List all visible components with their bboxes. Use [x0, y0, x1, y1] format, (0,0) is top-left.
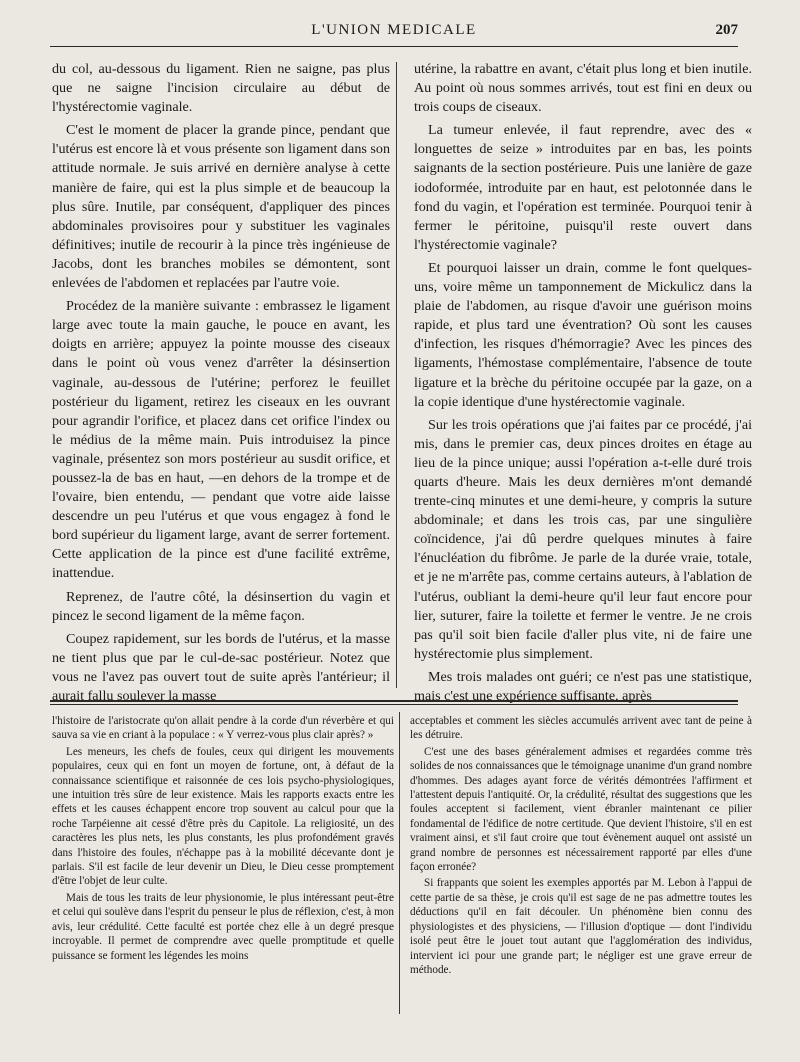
paragraph: Reprenez, de l'autre côté, la désinsertion du vagin et pincez le second ligament de la même façon. — [52, 588, 390, 624]
main-column-right — [414, 60, 752, 704]
header-rule — [50, 46, 738, 47]
page-header — [50, 20, 738, 42]
paragraph: Sur les trois opérations que j'ai faites par ce procédé, j'ai mis, dans le premier cas, deux pinces droites en étage au lieu de la pince unique; aussi l'opération a-t-elle duré trois quarts d'heure. Mais les deux dernières m'ont demandé trente-cinq minutes et une demi-heure, y compris la suture abdominale; et dans les trois cas, par une singulière coïncidence, j'ai dû perdre quelques minutes à faire l'énucléation du fibrôme. Je parle de la durée vraie, totale, et je ne m'arrête pas, comme certains auteurs, à l'ablation de l'utérus, oubliant la demi-heure qu'il leur faut encore pour lier, suturer, faire la toilette et fermer le ventre. Je ne crois pas qu'il soit bien facile d'aller plus vite, ni de faire une hystérectomie plus simplement. — [414, 416, 752, 662]
feuilleton-column-right — [410, 714, 752, 1014]
paragraph: acceptables et comment les siècles accumulés arrivent avec tant de peine à les détruire. — [410, 715, 752, 742]
paragraph: utérine, la rabattre en avant, c'était plus long et bien inutile. Au point où nous sommes arrivés, tout est fini en deux ou trois coups de ciseaux. — [414, 61, 752, 116]
paragraph: Et pourquoi laisser un drain, comme le font quelques-uns, voire même un tamponnement de Mickulicz dans la plaie de l'abdomen, au risque d'avoir une guérison moins rapide, et plus tard une éventration? Où sont les causes d'infection, les risques d'hémorragie? Avec les pinces des ligaments, l'hémostase complémentaire, l'absence de toute ligature et la brèche du péritoine occupée par la gaze, on a la copie identique d'une hystérectomie vaginale. — [414, 259, 752, 410]
main-article — [52, 60, 752, 704]
feuilleton-rule — [50, 700, 738, 702]
column-divider — [396, 62, 397, 688]
paragraph: Procédez de la manière suivante : embrassez le ligament large avec toute la main gauche, le pouce en avant, les doigts en arrière; appuyez la pointe mousse des ciseaux dans le point où vous venez d'arrêter la désinsertion vaginale, au-dessous de l'utérine; perforez le feuillet postérieur du ligament, retirez les ciseaux en les ouvrant pour agrandir l'orifice, et placez dans cet orifice l'index ou le médius de la même main. Puis introduisez la pince vaginale, présentez son mors postérieur au susdit orifice, et poussez-la de bas en haut, —en dehors de la trompe et de l'ovaire, bien entendu, — pendant que votre aide laisse descendre un peu l'utérus et que vous engagez à fond le bord supérieur du ligament large, avant de serrer fortement. Cette application de la pince est d'une facilité extrême, inattendue. — [52, 298, 390, 582]
paragraph: du col, au-dessous du ligament. Rien ne saigne, pas plus que ne saigne l'incision circulaire au début de l'hystérectomie vaginale. — [52, 61, 390, 116]
paragraph: Les meneurs, les chefs de foules, ceux qui dirigent les mouvements populaires, ceux qui en font un moyen de fortune, ont, à défaut de la connaissance scientifique et raisonnée de ces lois psycho-physiologiques, une intuition très sûre de leur existence. Mais les rapports exacts entre les effets et les causes échappent encore trop souvent au calcul pour que la roche Tarpéienne ait cessé d'être près du Capitole. La religiosité, un des caractères les plus nets, les plus constants, les plus profondément gravés dans l'histoire des foules, n'échappe pas à la mobilité décevante dont je parlais. S'il est facile de leur devenir un Dieu, le Dieu cesse promptement d'être l'objet de leur culte. — [52, 745, 394, 888]
main-column-left — [52, 60, 390, 704]
paragraph: l'histoire de l'aristocrate qu'on allait pendre à la corde d'un réverbère et qui sauva sa vie en criant à la populace : « Y verrez-vous plus clair après? » — [52, 715, 394, 742]
page-number: 207 — [715, 22, 738, 38]
paragraph: Mais de tous les traits de leur physionomie, le plus intéressant peut-être et celui qui soulève dans l'esprit du penseur le plus de réflexion, c'est, à mon avis, leur crédulité. Cette faculté est portée chez elle à un degré presque incroyable. Il permet de comprendre avec quelle promptitude et quelle puissance se forment les légendes les moins — [52, 891, 394, 962]
paragraph: Coupez rapidement, sur les bords de l'utérus, et la masse ne tient plus que par le cul-de-sac postérieur. Notez que vous ne l'avez pas ouvert tout de suite après l'antérieur; il aurait fallu soulever la masse — [52, 630, 390, 704]
feuilleton-column-divider — [399, 712, 400, 1014]
paragraph: Mes trois malades ont guéri; ce n'est pas une statistique, mais c'est une expérience suffisante, après — [414, 668, 752, 704]
paragraph: La tumeur enlevée, il faut reprendre, avec des « longuettes de seize » introduites par en bas, les points saignants de la section postérieure. Puis une lanière de gaze iodoformée, introduite par en haut, est pelotonnée dans le fond du vagin, et l'opération est terminée. Pourquoi tenir à fermer le péritoine, puisqu'il reste ouvert dans l'hystérectomie vaginale? — [414, 122, 752, 253]
feuilleton-column-left — [52, 714, 394, 1014]
paragraph: Si frappants que soient les exemples apportés par M. Lebon à l'appui de cette partie de sa thèse, je crois qu'il est sage de ne pas admettre toutes les déductions qu'il en fait découler. Un phénomène bien connu des physiologistes et des physiciens, — l'illusion d'optique — dont l'individu isolé peut être le jouet tout autant que l'agglomération des individus, intervient ici pour une grande part; le négliger est une grave erreur de méthode. — [410, 877, 752, 976]
paragraph: C'est une des bases généralement admises et regardées comme très solides de nos connaissances que le témoignage unanime d'un grand nombre d'hommes. Des adages ayant force de vérités démontrées l'affirment et l'attestent depuis l'antiquité. Or, la crédulité, résultat des suggestions que les foules acceptent si facilement, vient ébranler maintenant ce pilier fondamental de l'édifice de notre certitude. Que devient l'histoire, s'il en est vraiment ainsi, et s'il faut croire que tout évènement auquel ont assisté un grand nombre de personnes est nécessairement rapporté par elles d'une façon erronée? — [410, 745, 752, 874]
paragraph: C'est le moment de placer la grande pince, pendant que l'utérus est encore là et vous présente son ligament dans son attitude normale. Je suis arrivé en dernière analyse à cette manière de faire, qui est la plus simple et de beaucoup la plus sûre. Inutile, par conséquent, d'appliquer des pinces abdominales provisoires pour y substituer les vaginales définitives; inutile de recourir à la pince très ingénieuse de Jacobs, dont les branches mobiles se démontent, sont enlevées de l'abdomen et replacées par l'autre voie. — [52, 122, 390, 292]
feuilleton — [52, 714, 752, 1014]
running-title: L'UNION MEDICALE — [311, 22, 477, 38]
feuilleton-rule-thin — [50, 704, 738, 705]
